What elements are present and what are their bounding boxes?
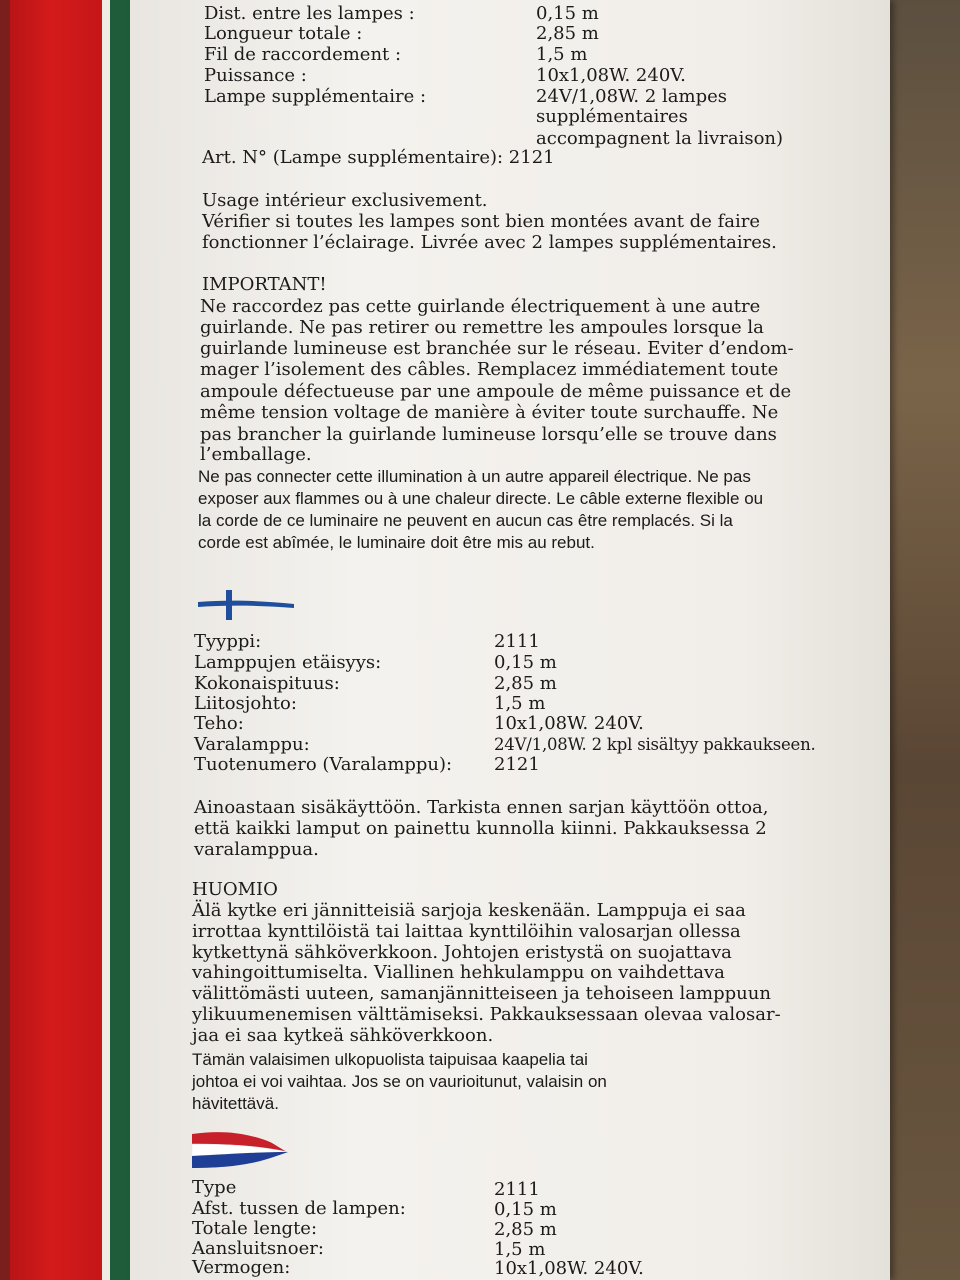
- text-line: la corde de ce luminaire ne peuvent en aucun cas être remplacés. Si la: [198, 511, 733, 530]
- fr-spec-label: Dist. entre les lampes :: [204, 3, 415, 24]
- fi-spec-value: 2121: [494, 754, 540, 775]
- text-line: varalamppua.: [194, 839, 319, 860]
- text-line: irrottaa kynttilöistä tai laittaa kynttilöihin valosarjan ollessa: [192, 921, 741, 942]
- nl-spec-value: 0,15 m: [494, 1199, 557, 1220]
- box-white-strip: [102, 0, 110, 1280]
- nl-spec-label: Type: [192, 1177, 237, 1198]
- box-green-band: [110, 0, 130, 1280]
- fr-spec-value: 2,85 m: [536, 23, 599, 44]
- fi-spec-label: Varalamppu:: [194, 734, 310, 755]
- text-line: Usage intérieur exclusivement.: [202, 190, 488, 211]
- fr-important-title: IMPORTANT!: [202, 274, 327, 295]
- text-line: jaa ei saa kytkeä sähköverkkoon.: [192, 1025, 494, 1046]
- text-line: ampoule défectueuse par une ampoule de même puissance et de: [200, 381, 792, 402]
- fi-spec-label: Tuotenumero (Varalamppu):: [194, 754, 453, 775]
- fi-spec-value: 0,15 m: [494, 652, 557, 673]
- text-line: Ainoastaan sisäkäyttöön. Tarkista ennen sarjan käyttöön ottoa,: [194, 797, 769, 818]
- fr-spec-label: Longueur totale :: [204, 23, 363, 44]
- fi-spec-label: Kokonaispituus:: [194, 673, 340, 694]
- dutch-flag-icon: [190, 1128, 290, 1172]
- text-line: exposer aux flammes ou à une chaleur directe. Le câble externe flexible ou: [198, 489, 764, 508]
- fr-spec-value: 10x1,08W. 240V.: [536, 65, 686, 86]
- instruction-panel: [130, 0, 890, 1280]
- fi-spec-value: 10x1,08W. 240V.: [494, 713, 644, 734]
- fr-spec-value: 0,15 m: [536, 3, 599, 24]
- fi-spec-label: Tyyppi:: [194, 631, 262, 652]
- text-line: ylikuumenemisen välttämiseksi. Pakkauksessaan olevaa valosar-: [192, 1004, 781, 1025]
- fr-spec-value-cont: accompagnent la livraison): [536, 128, 784, 149]
- text-line: kytkettynä sähköverkkoon. Johtojen eristystä on suojattava: [192, 942, 732, 963]
- text-line: mager l’isolement des câbles. Remplacez immédiatement toute: [200, 359, 779, 380]
- fr-art-number: Art. N° (Lampe supplémentaire): 2121: [202, 147, 555, 168]
- text-line: että kaikki lamput on painettu kunnolla kiinni. Pakkauksessa 2: [194, 818, 767, 839]
- text-line: l’emballage.: [200, 444, 312, 465]
- nl-spec-value: 2111: [494, 1179, 540, 1200]
- text-line: guirlande. Ne pas retirer ou remettre les ampoules lorsque la: [200, 317, 764, 338]
- nl-spec-label: Afst. tussen de lampen:: [192, 1198, 406, 1219]
- fr-spec-label: Fil de raccordement :: [204, 44, 402, 65]
- text-line: fonctionner l’éclairage. Livrée avec 2 lampes supplémentaires.: [202, 232, 777, 253]
- fi-spec-value: 2111: [494, 631, 540, 652]
- fi-important-title: HUOMIO: [192, 879, 278, 900]
- box-red-band: [10, 0, 102, 1280]
- fr-spec-label: Lampe supplémentaire :: [204, 86, 427, 107]
- text-line: Ne raccordez pas cette guirlande électriquement à une autre: [200, 296, 761, 317]
- nl-spec-value: 1,5 m: [494, 1239, 546, 1260]
- finnish-flag-icon: [196, 588, 296, 622]
- nl-spec-label: Vermogen:: [192, 1257, 291, 1278]
- text-line: Älä kytke eri jännitteisiä sarjoja keskenään. Lamppuja ei saa: [192, 900, 746, 921]
- text-line: même tension voltage de manière à éviter toute surchauffe. Ne: [200, 402, 779, 423]
- text-line: Vérifier si toutes les lampes sont bien montées avant de faire: [202, 211, 760, 232]
- background-right: [880, 0, 960, 1280]
- nl-spec-value: 10x1,08W. 240V.: [494, 1258, 644, 1279]
- nl-spec-label: Aansluitsnoer:: [192, 1238, 324, 1259]
- fi-spec-label: Liitosjohto:: [194, 693, 297, 714]
- text-line: johtoa ei voi vaihtaa. Jos se on vaurioitunut, valaisin on: [192, 1072, 607, 1091]
- fr-spec-label: Puissance :: [204, 65, 307, 86]
- fi-spec-value: 2,85 m: [494, 673, 557, 694]
- text-line: hävitettävä.: [192, 1094, 279, 1113]
- text-line: välittömästi uuteen, samanjännitteiseen ja tehoiseen lamppuun: [192, 983, 771, 1004]
- nl-spec-value: 2,85 m: [494, 1219, 557, 1240]
- fr-spec-value: 1,5 m: [536, 44, 588, 65]
- text-line: Ne pas connecter cette illumination à un autre appareil électrique. Ne pas: [198, 467, 751, 486]
- text-line: vahingoittumiselta. Viallinen hehkulamppu on vaihdettava: [192, 962, 725, 983]
- text-line: guirlande lumineuse est branchée sur le réseau. Eviter d’endom-: [200, 338, 794, 359]
- text-line: pas brancher la guirlande lumineuse lorsqu’elle se trouve dans: [200, 424, 777, 445]
- fi-spec-label: Teho:: [194, 713, 244, 734]
- fi-spec-value: 24V/1,08W. 2 kpl sisältyy pakkaukseen.: [494, 735, 816, 754]
- fi-spec-value: 1,5 m: [494, 693, 546, 714]
- fi-spec-label: Lamppujen etäisyys:: [194, 652, 382, 673]
- text-line: Tämän valaisimen ulkopuolista taipuisaa kaapelia tai: [192, 1050, 588, 1069]
- nl-spec-label: Totale lengte:: [192, 1218, 318, 1239]
- fr-spec-value-cont: supplémentaires: [536, 106, 688, 127]
- fr-spec-value: 24V/1,08W. 2 lampes: [536, 86, 727, 107]
- text-line: corde est abîmée, le luminaire doit être mis au rebut.: [198, 533, 595, 552]
